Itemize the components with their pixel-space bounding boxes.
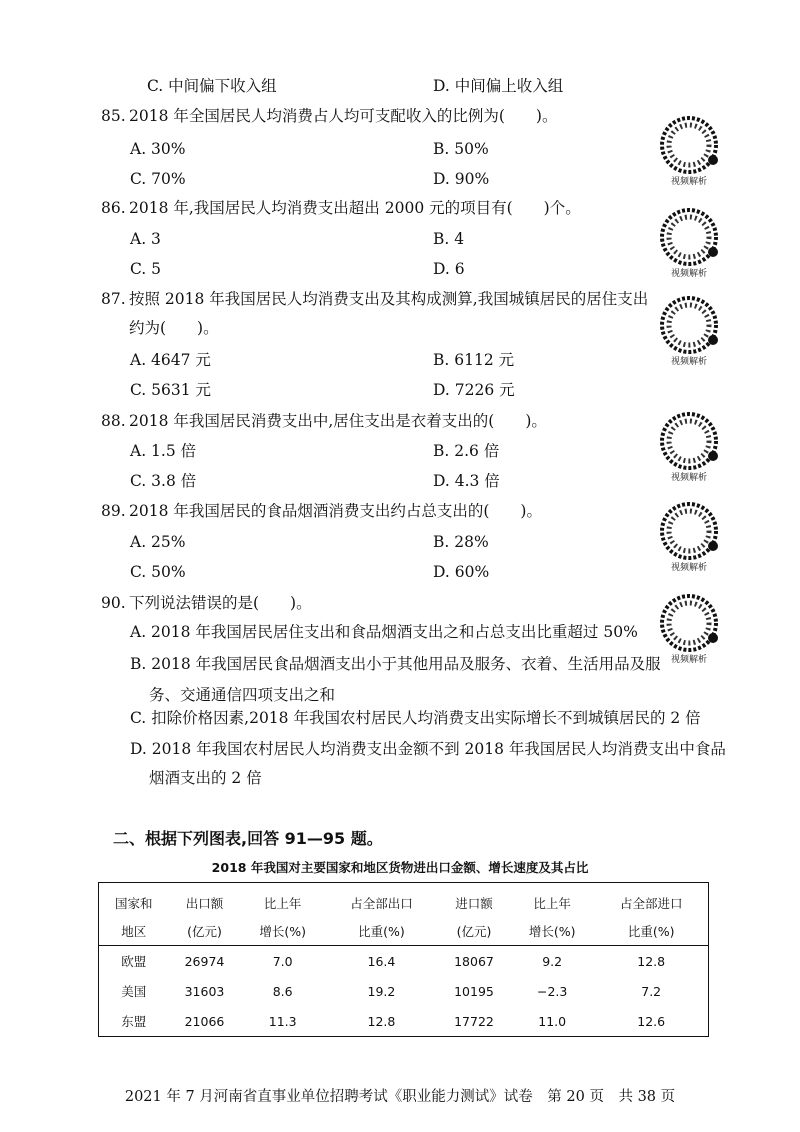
- qr-code-q88[interactable]: [655, 412, 723, 483]
- table-row: [99, 946, 709, 977]
- q87-option-c: C. 5631 元: [130, 381, 212, 399]
- table-cell: 11.3: [268, 1013, 297, 1029]
- q89-stem: [101, 501, 542, 521]
- table-cell: −2.3: [537, 983, 568, 999]
- qr-code-q90[interactable]: [655, 594, 723, 665]
- table-cell: 31603: [184, 983, 225, 999]
- qr-code-q85[interactable]: [655, 116, 723, 187]
- qr-code-icon: [655, 116, 723, 174]
- table-cell: 18067: [454, 953, 494, 969]
- q85-text: 2018 年全国居民人均消费占人均可支配收入的比例为( )。: [129, 107, 558, 125]
- qr-code-icon: [655, 502, 723, 560]
- qr-code-q86[interactable]: [655, 208, 723, 279]
- qr-code-icon: [655, 594, 723, 652]
- q85-option-b: B. 50%: [433, 140, 489, 158]
- q90-text: 下列说法错误的是( )。: [129, 594, 312, 612]
- q86-option-c: C. 5: [130, 260, 162, 278]
- q88-stem: [101, 411, 547, 431]
- table-cell: 8.6: [272, 983, 293, 999]
- q88-number: 88.: [101, 412, 126, 430]
- header-cell: 占全部进口: [619, 896, 683, 911]
- q88-text: 2018 年我国居民消费支出中,居住支出是衣着支出的( )。: [129, 412, 547, 430]
- q85-option-a: A. 30%: [130, 140, 186, 158]
- section-heading: 二、根据下列图表,回答 91—95 题。: [113, 829, 383, 848]
- header-cell: 进口额: [455, 896, 493, 911]
- q86-option-a: A. 3: [130, 230, 161, 248]
- qr-caption: 视频解析: [670, 269, 707, 279]
- table-header-row: [99, 917, 709, 946]
- q88-option-b: B. 2.6 倍: [433, 442, 500, 460]
- q88-option-c: C. 3.8 倍: [130, 472, 197, 490]
- header-cell: (亿元): [438, 917, 510, 946]
- header-cell: 地区: [99, 917, 169, 946]
- header-cell: 增长(%): [510, 917, 594, 946]
- q89-option-c: C. 50%: [130, 563, 186, 581]
- qr-code-icon: [655, 208, 723, 266]
- trade-table: [98, 882, 709, 1037]
- q90-number: 90.: [101, 594, 126, 612]
- q90-option-b: B. 2018 年我国居民食品烟酒支出小于其他用品及服务、衣着、生活用品及服: [130, 655, 661, 673]
- table-row: [99, 976, 709, 1006]
- q86-number: 86.: [101, 199, 126, 217]
- qr-code-q87[interactable]: [655, 296, 723, 367]
- q87-text: 按照 2018 年我国居民人均消费支出及其构成测算,我国城镇居民的居住支出: [129, 290, 649, 308]
- table-cell: 7.0: [272, 953, 293, 969]
- table-title: 2018 年我国对主要国家和地区货物进出口金额、增长速度及其占比: [211, 860, 589, 875]
- q87-option-a: A. 4647 元: [130, 351, 211, 369]
- q89-option-d: D. 60%: [433, 563, 490, 581]
- table-cell: 12.6: [637, 1013, 666, 1029]
- qr-code-icon: [655, 296, 723, 354]
- q90-option-c: C. 扣除价格因素,2018 年我国农村居民人均消费支出实际增长不到城镇居民的 2 倍: [130, 709, 701, 727]
- q90-stem: [101, 593, 312, 613]
- table-cell: 7.2: [641, 983, 662, 999]
- table-header-row: [99, 883, 709, 918]
- q89-number: 89.: [101, 502, 126, 520]
- table-cell: 21066: [184, 1013, 225, 1029]
- table-cell: 欧盟: [121, 954, 147, 969]
- table-cell: 19.2: [367, 983, 396, 999]
- q85-stem: [101, 106, 557, 126]
- q85-option-c: C. 70%: [130, 170, 186, 188]
- header-cell: 出口额: [185, 896, 224, 911]
- header-cell: (亿元): [169, 917, 241, 946]
- q84-option-d: D. 中间偏上收入组: [433, 77, 564, 95]
- q87-number: 87.: [101, 290, 126, 308]
- header-cell: 国家和: [114, 896, 153, 911]
- qr-code-q89[interactable]: [655, 502, 723, 573]
- q89-option-a: A. 25%: [130, 533, 186, 551]
- page-footer: 2021 年 7 月河南省直事业单位招聘考试《职业能力测试》试卷 第 20 页 共 38 页: [124, 1089, 676, 1105]
- q90-option-d: D. 2018 年我国农村居民人均消费支出金额不到 2018 年我国居民人均消费支出中食品: [130, 740, 726, 758]
- q87-option-d: D. 7226 元: [433, 381, 515, 399]
- q84-option-c: C. 中间偏下收入组: [147, 77, 277, 95]
- table-cell: 16.4: [367, 953, 396, 969]
- q87-option-b: B. 6112 元: [433, 351, 515, 369]
- q89-text: 2018 年我国居民的食品烟酒消费支出约占总支出的( )。: [129, 502, 542, 520]
- q90-option-a: A. 2018 年我国居民居住支出和食品烟酒支出之和占总支出比重超过 50%: [130, 623, 638, 641]
- q86-stem: [101, 198, 581, 218]
- qr-caption: 视频解析: [670, 473, 707, 483]
- header-cell: 比上年: [263, 896, 302, 911]
- table-row: [99, 1006, 709, 1037]
- q86-option-b: B. 4: [433, 230, 465, 248]
- q85-number: 85.: [101, 107, 126, 125]
- q88-option-d: D. 4.3 倍: [433, 472, 500, 490]
- q89-option-b: B. 28%: [433, 533, 489, 551]
- table-cell: 10195: [454, 983, 494, 999]
- header-cell: 比上年: [533, 896, 571, 911]
- table-cell: 26974: [184, 953, 225, 969]
- qr-code-icon: [655, 412, 723, 470]
- q85-option-d: D. 90%: [433, 170, 490, 188]
- qr-caption: 视频解析: [670, 563, 707, 573]
- header-cell: 比重(%): [325, 917, 438, 946]
- table-cell: 17722: [454, 1013, 494, 1029]
- table-cell: 美国: [121, 984, 147, 999]
- q90-option-d-line2: 烟酒支出的 2 倍: [149, 769, 262, 787]
- q86-text: 2018 年,我国居民人均消费支出超出 2000 元的项目有( )个。: [129, 199, 581, 217]
- header-cell: 占全部出口: [350, 896, 413, 911]
- header-cell: 比重(%): [594, 917, 708, 946]
- q90-option-b-line2: 务、交通通信四项支出之和: [149, 686, 336, 704]
- q87-stem: [101, 289, 648, 309]
- qr-caption: 视频解析: [670, 177, 707, 187]
- table-cell: 12.8: [367, 1013, 396, 1029]
- table-cell: 12.8: [637, 953, 666, 969]
- table-cell: 9.2: [542, 953, 563, 969]
- qr-caption: 视频解析: [670, 655, 707, 665]
- q86-option-d: D. 6: [433, 260, 465, 278]
- table-cell: 11.0: [538, 1013, 567, 1029]
- q87-text-line2: 约为( )。: [129, 319, 219, 337]
- q88-option-a: A. 1.5 倍: [130, 442, 197, 460]
- header-cell: 增长(%): [240, 917, 324, 946]
- qr-caption: 视频解析: [670, 357, 707, 367]
- table-cell: 东盟: [121, 1014, 147, 1029]
